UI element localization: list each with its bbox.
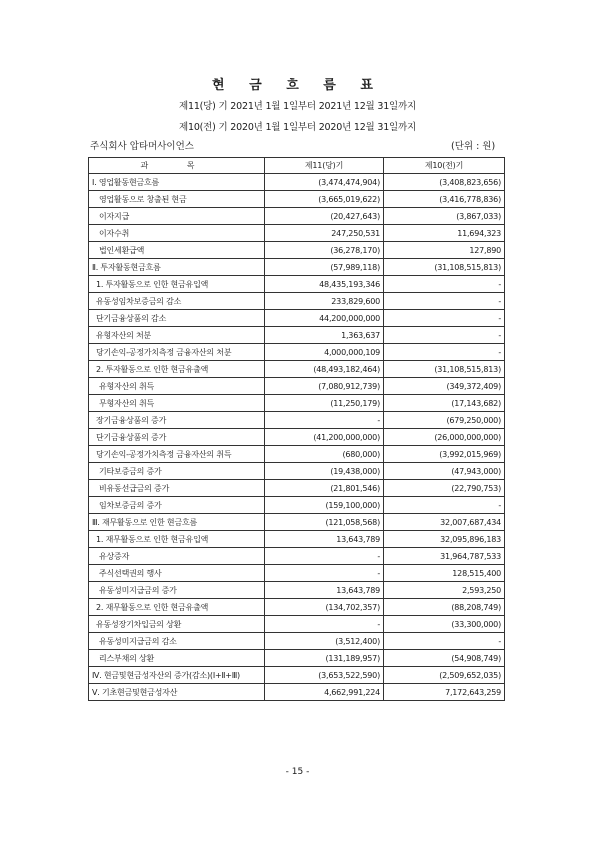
- table-row: [89, 429, 505, 446]
- row-value-prior: (31,108,515,813): [384, 259, 505, 276]
- row-value-prior: 127,890: [384, 242, 505, 259]
- row-value-current: 233,829,600: [265, 293, 384, 310]
- row-label: 1. 투자활동으로 인한 현금유입액: [89, 276, 265, 293]
- row-value-current: 48,435,193,346: [265, 276, 384, 293]
- table-row: [89, 667, 505, 684]
- row-value-current: (134,702,357): [265, 599, 384, 616]
- row-value-current: (3,665,019,622): [265, 191, 384, 208]
- table-row: [89, 395, 505, 412]
- table-row: [89, 378, 505, 395]
- row-value-prior: 31,964,787,533: [384, 548, 505, 565]
- table-row: [89, 344, 505, 361]
- table-row: [89, 446, 505, 463]
- row-label: 2. 투자활동으로 인한 현금유출액: [89, 361, 265, 378]
- row-value-prior: -: [384, 327, 505, 344]
- page-number: - 15 -: [285, 767, 310, 777]
- row-label: 1. 재무활동으로 인한 현금유입액: [89, 531, 265, 548]
- unit-label: (단위 : 원): [451, 141, 496, 152]
- row-value-current: (36,278,170): [265, 242, 384, 259]
- row-label: 유동성임차보증금의 감소: [89, 293, 265, 310]
- row-value-current: (3,474,474,904): [265, 174, 384, 191]
- row-value-current: (41,200,000,000): [265, 429, 384, 446]
- table-row: [89, 191, 505, 208]
- table-row: [89, 514, 505, 531]
- header-current: 제11(당)기: [265, 158, 384, 174]
- row-value-current: (680,000): [265, 446, 384, 463]
- row-label: 유형자산의 취득: [89, 378, 265, 395]
- row-label: 무형자산의 취득: [89, 395, 265, 412]
- table-row: [89, 361, 505, 378]
- table-row: [89, 650, 505, 667]
- table-row: [89, 259, 505, 276]
- row-value-current: (19,438,000): [265, 463, 384, 480]
- table-row: [89, 174, 505, 191]
- row-value-prior: (17,143,682): [384, 395, 505, 412]
- row-value-current: (159,100,000): [265, 497, 384, 514]
- row-label: 주식선택권의 행사: [89, 565, 265, 582]
- header-prior: 제10(전)기: [384, 158, 505, 174]
- row-value-prior: 32,007,687,434: [384, 514, 505, 531]
- row-value-current: -: [265, 616, 384, 633]
- row-value-current: (57,989,118): [265, 259, 384, 276]
- row-value-current: (48,493,182,464): [265, 361, 384, 378]
- table-row: [89, 582, 505, 599]
- table-row: [89, 684, 505, 701]
- row-label: 장기금융상품의 증가: [89, 412, 265, 429]
- document-title: 현 금 흐 름 표: [212, 78, 383, 93]
- row-value-current: -: [265, 565, 384, 582]
- row-value-prior: (47,943,000): [384, 463, 505, 480]
- table-row: [89, 463, 505, 480]
- row-value-current: (11,250,179): [265, 395, 384, 412]
- row-label: 영업활동으로 창출된 현금: [89, 191, 265, 208]
- row-label: 단기금융상품의 증가: [89, 429, 265, 446]
- row-value-prior: (54,908,749): [384, 650, 505, 667]
- row-value-prior: 11,694,323: [384, 225, 505, 242]
- table-row: [89, 480, 505, 497]
- row-value-prior: -: [384, 633, 505, 650]
- row-value-prior: -: [384, 310, 505, 327]
- row-label: 유상증자: [89, 548, 265, 565]
- table-row: [89, 599, 505, 616]
- period-current: 제11(당) 기 2021년 1월 1일부터 2021년 12월 31일까지: [179, 101, 416, 112]
- row-value-prior: (33,300,000): [384, 616, 505, 633]
- row-value-prior: (3,867,033): [384, 208, 505, 225]
- table-row: [89, 548, 505, 565]
- row-value-current: 1,363,637: [265, 327, 384, 344]
- row-label: 유동성장기차입금의 상환: [89, 616, 265, 633]
- table-row: [89, 310, 505, 327]
- company-name: 주식회사 압타머사이언스: [90, 141, 194, 152]
- table-row: [89, 208, 505, 225]
- row-label: 유동성미지급금의 증가: [89, 582, 265, 599]
- table-row: [89, 531, 505, 548]
- table-row: [89, 242, 505, 259]
- row-value-prior: 7,172,643,259: [384, 684, 505, 701]
- row-value-current: 4,662,991,224: [265, 684, 384, 701]
- row-value-current: 4,000,000,109: [265, 344, 384, 361]
- table-row: [89, 497, 505, 514]
- row-value-prior: (679,250,000): [384, 412, 505, 429]
- table-row: [89, 276, 505, 293]
- row-value-prior: -: [384, 293, 505, 310]
- table-row: [89, 225, 505, 242]
- row-value-current: (7,080,912,739): [265, 378, 384, 395]
- header-item: 과 목: [89, 158, 265, 174]
- period-prior: 제10(전) 기 2020년 1월 1일부터 2020년 12월 31일까지: [179, 122, 416, 133]
- row-label: 2. 재무활동으로 인한 현금유출액: [89, 599, 265, 616]
- row-label: 당기손익-공정가치측정 금융자산의 처분: [89, 344, 265, 361]
- row-value-prior: (31,108,515,813): [384, 361, 505, 378]
- row-label: 임차보증금의 증가: [89, 497, 265, 514]
- table-row: [89, 565, 505, 582]
- row-value-prior: (2,509,652,035): [384, 667, 505, 684]
- row-label: 이자수취: [89, 225, 265, 242]
- row-value-prior: -: [384, 497, 505, 514]
- row-label: 유형자산의 처분: [89, 327, 265, 344]
- row-value-current: 13,643,789: [265, 582, 384, 599]
- row-value-current: (3,512,400): [265, 633, 384, 650]
- row-label: 리스부채의 상환: [89, 650, 265, 667]
- table-row: [89, 412, 505, 429]
- row-value-current: (131,189,957): [265, 650, 384, 667]
- row-label: 법인세환급액: [89, 242, 265, 259]
- row-value-prior: (88,208,749): [384, 599, 505, 616]
- row-value-current: 44,200,000,000: [265, 310, 384, 327]
- row-value-current: (121,058,568): [265, 514, 384, 531]
- row-value-current: (20,427,643): [265, 208, 384, 225]
- row-value-prior: (349,372,409): [384, 378, 505, 395]
- table-body: [89, 174, 505, 701]
- row-value-current: -: [265, 548, 384, 565]
- row-value-prior: (3,992,015,969): [384, 446, 505, 463]
- row-label: 기타보증금의 증가: [89, 463, 265, 480]
- row-label: Ⅴ. 기초현금및현금성자산: [89, 684, 265, 701]
- table-row: [89, 633, 505, 650]
- row-label: Ⅰ. 영업활동현금흐름: [89, 174, 265, 191]
- row-value-current: (21,801,546): [265, 480, 384, 497]
- row-label: Ⅳ. 현금및현금성자산의 증가(감소)(Ⅰ+Ⅱ+Ⅲ): [89, 667, 265, 684]
- cash-flow-table: [88, 157, 505, 701]
- row-label: 비유동선급금의 증가: [89, 480, 265, 497]
- row-value-prior: 128,515,400: [384, 565, 505, 582]
- row-value-prior: (3,408,823,656): [384, 174, 505, 191]
- row-value-current: 247,250,531: [265, 225, 384, 242]
- row-label: 유동성미지급금의 감소: [89, 633, 265, 650]
- row-value-prior: 2,593,250: [384, 582, 505, 599]
- row-value-prior: -: [384, 344, 505, 361]
- row-value-prior: 32,095,896,183: [384, 531, 505, 548]
- row-label: Ⅲ. 재무활동으로 인한 현금흐름: [89, 514, 265, 531]
- row-label: 이자지급: [89, 208, 265, 225]
- row-value-prior: -: [384, 276, 505, 293]
- table-row: [89, 327, 505, 344]
- row-label: Ⅱ. 투자활동현금흐름: [89, 259, 265, 276]
- row-value-prior: (22,790,753): [384, 480, 505, 497]
- table-row: [89, 616, 505, 633]
- row-label: 단기금융상품의 감소: [89, 310, 265, 327]
- table-row: [89, 293, 505, 310]
- row-label: 당기손익-공정가치측정 금융자산의 취득: [89, 446, 265, 463]
- row-value-current: 13,643,789: [265, 531, 384, 548]
- row-value-current: -: [265, 412, 384, 429]
- row-value-prior: (3,416,778,836): [384, 191, 505, 208]
- table-header-row: [89, 158, 505, 174]
- row-value-current: (3,653,522,590): [265, 667, 384, 684]
- row-value-prior: (26,000,000,000): [384, 429, 505, 446]
